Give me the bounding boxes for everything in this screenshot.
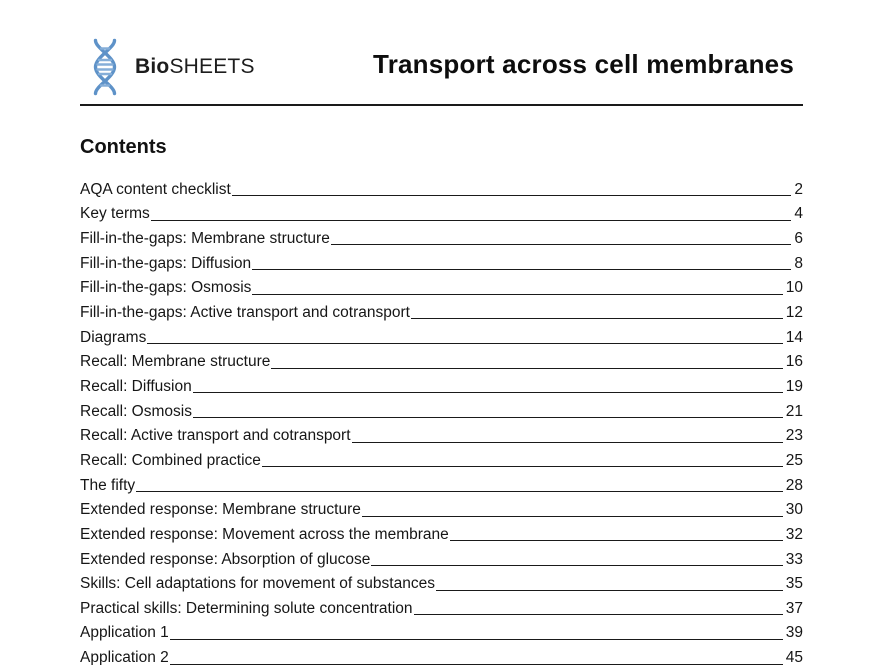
dna-helix-icon — [88, 38, 122, 96]
toc-leader-line — [147, 343, 782, 344]
toc-entry — [80, 174, 803, 199]
toc-entry — [80, 248, 803, 273]
toc-entry — [80, 544, 803, 569]
toc-entry-label: Extended response: Membrane structure — [80, 501, 361, 519]
toc-entry-label: Skills: Cell adaptations for movement of substances — [80, 575, 435, 593]
toc-leader-line — [262, 466, 783, 467]
toc-entry — [80, 569, 803, 594]
toc-entry — [80, 371, 803, 396]
toc-page-number: 14 — [785, 328, 803, 346]
toc-page-number: 23 — [785, 427, 803, 445]
toc-leader-line — [151, 220, 792, 221]
toc-entry — [80, 642, 803, 665]
toc-leader-line — [193, 392, 783, 393]
toc-entry-label: Application 2 — [80, 649, 169, 665]
toc-page-number: 12 — [785, 303, 803, 321]
toc-entry — [80, 445, 803, 470]
toc-entry — [80, 421, 803, 446]
toc-leader-line — [232, 195, 792, 196]
toc-page-number: 45 — [785, 649, 803, 665]
toc-entry — [80, 199, 803, 224]
toc-leader-line — [371, 565, 782, 566]
toc-page-number: 21 — [785, 402, 803, 420]
toc-page-number: 39 — [785, 624, 803, 642]
toc-entry-label: Recall: Osmosis — [80, 402, 192, 420]
toc-leader-line — [414, 614, 783, 615]
toc-leader-line — [436, 590, 783, 591]
toc-leader-line — [252, 294, 782, 295]
toc-page-number: 32 — [785, 525, 803, 543]
toc-entry-label: Practical skills: Determining solute concentration — [80, 599, 413, 617]
toc-entry — [80, 495, 803, 520]
toc-page-number: 10 — [785, 279, 803, 297]
toc-entry — [80, 273, 803, 298]
toc-page-number: 16 — [785, 353, 803, 371]
toc-entry — [80, 223, 803, 248]
brand-name — [135, 55, 255, 79]
toc-entry — [80, 322, 803, 347]
toc-page-number: 2 — [794, 180, 803, 198]
toc-leader-line — [136, 491, 783, 492]
toc-leader-line — [271, 368, 782, 369]
contents-heading: Contents — [80, 136, 167, 158]
toc-entry-label: Recall: Membrane structure — [80, 353, 271, 371]
toc-entry-label: Extended response: Movement across the membrane — [80, 525, 449, 543]
toc-entry — [80, 618, 803, 643]
toc-page-number: 35 — [785, 575, 803, 593]
toc-leader-line — [252, 269, 791, 270]
toc-entry-label: Diagrams — [80, 328, 147, 346]
toc-entry-label: Recall: Active transport and cotransport — [80, 427, 351, 445]
toc-leader-line — [362, 516, 783, 517]
brand-logo — [88, 38, 255, 96]
toc-page-number: 8 — [794, 254, 803, 272]
toc-leader-line — [450, 540, 783, 541]
toc-leader-line — [170, 639, 783, 640]
toc-page-number: 30 — [785, 501, 803, 519]
toc-leader-line — [352, 442, 783, 443]
toc-page-number: 28 — [785, 476, 803, 494]
toc-entry-label: Fill-in-the-gaps: Osmosis — [80, 279, 252, 297]
toc-leader-line — [411, 318, 783, 319]
toc-page-number: 6 — [794, 229, 803, 247]
toc-entry-label: Key terms — [80, 205, 150, 223]
toc-entry — [80, 470, 803, 495]
toc-entry-label: Fill-in-the-gaps: Diffusion — [80, 254, 252, 272]
toc-page-number: 4 — [794, 205, 803, 223]
toc-entry — [80, 519, 803, 544]
brand-name-rest: SHEETS — [169, 55, 255, 78]
table-of-contents — [80, 174, 803, 665]
toc-entry — [80, 347, 803, 372]
brand-name-bold: Bio — [135, 55, 170, 78]
toc-entry-label: Application 1 — [80, 624, 169, 642]
toc-page-number: 19 — [785, 377, 803, 395]
toc-leader-line — [331, 244, 792, 245]
toc-leader-line — [193, 417, 783, 418]
toc-entry — [80, 396, 803, 421]
toc-entry-label: Fill-in-the-gaps: Active transport and cotransport — [80, 303, 410, 321]
toc-entry-label: Recall: Combined practice — [80, 451, 261, 469]
toc-leader-line — [170, 664, 783, 665]
toc-entry-label: Extended response: Absorption of glucose — [80, 550, 371, 568]
toc-entry — [80, 593, 803, 618]
toc-entry-label: Fill-in-the-gaps: Membrane structure — [80, 229, 330, 247]
toc-entry-label: AQA content checklist — [80, 180, 231, 198]
toc-page-number: 33 — [785, 550, 803, 568]
document-header — [80, 0, 803, 106]
toc-entry — [80, 297, 803, 322]
toc-entry-label: The fifty — [80, 476, 136, 494]
toc-page-number: 25 — [785, 451, 803, 469]
toc-entry-label: Recall: Diffusion — [80, 377, 192, 395]
page-title: Transport across cell membranes — [373, 49, 794, 79]
toc-page-number: 37 — [785, 599, 803, 617]
